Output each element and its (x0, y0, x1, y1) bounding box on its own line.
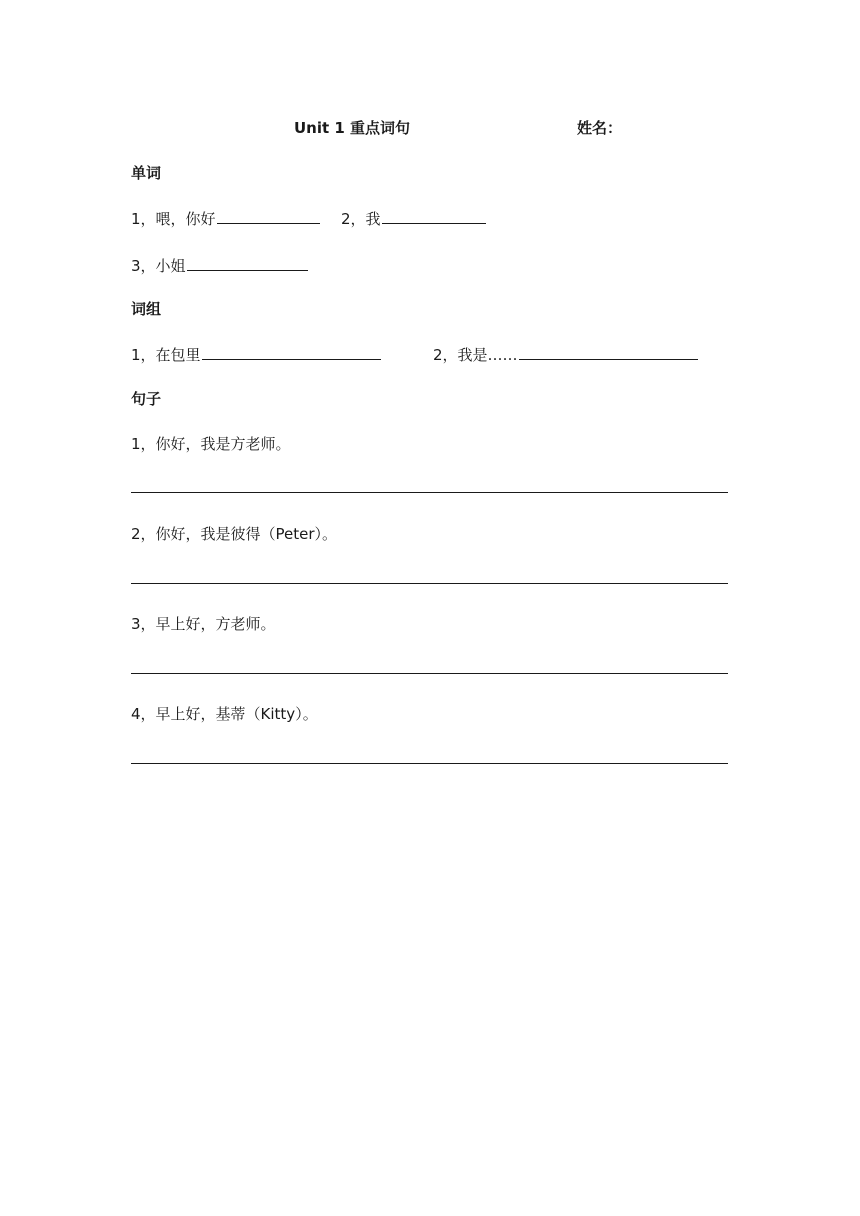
sentence-item-1: 1，你好，我是方老师。 (131, 435, 291, 453)
word-item-1-blank[interactable] (217, 207, 320, 224)
word-item-2 (341, 207, 486, 229)
phrase-item-1-blank[interactable] (202, 343, 381, 360)
phrase-item-1-text: 1，在包里 (131, 346, 201, 364)
word-item-2-text: 2，我 (341, 210, 381, 228)
name-label: 姓名： (577, 119, 623, 137)
word-item-3-blank[interactable] (187, 254, 308, 271)
word-item-1 (131, 207, 320, 229)
sentence-item-2: 2，你好，我是彼得（Peter）。 (131, 525, 338, 543)
page-title: Unit 1 重点词句 (294, 119, 411, 137)
section-heading-words: 单词 (131, 164, 162, 182)
sentence-answer-line-2[interactable] (131, 583, 728, 584)
sentence-item-4: 4，早上好，基蒂（Kitty）。 (131, 705, 318, 723)
section-heading-phrases: 词组 (131, 300, 162, 318)
phrase-item-2 (433, 343, 698, 365)
word-item-3-text: 3，小姐 (131, 257, 186, 275)
sentence-item-3: 3，早上好，方老师。 (131, 615, 276, 633)
word-item-1-text: 1，喂，你好 (131, 210, 216, 228)
sentence-answer-line-3[interactable] (131, 673, 728, 674)
phrase-item-2-text: 2，我是…… (433, 346, 518, 364)
word-item-3 (131, 254, 308, 276)
word-item-2-blank[interactable] (382, 207, 486, 224)
phrase-item-1 (131, 343, 381, 365)
section-heading-sentences: 句子 (131, 390, 162, 408)
phrase-item-2-blank[interactable] (519, 343, 698, 360)
sentence-answer-line-1[interactable] (131, 492, 728, 493)
sentence-answer-line-4[interactable] (131, 763, 728, 764)
